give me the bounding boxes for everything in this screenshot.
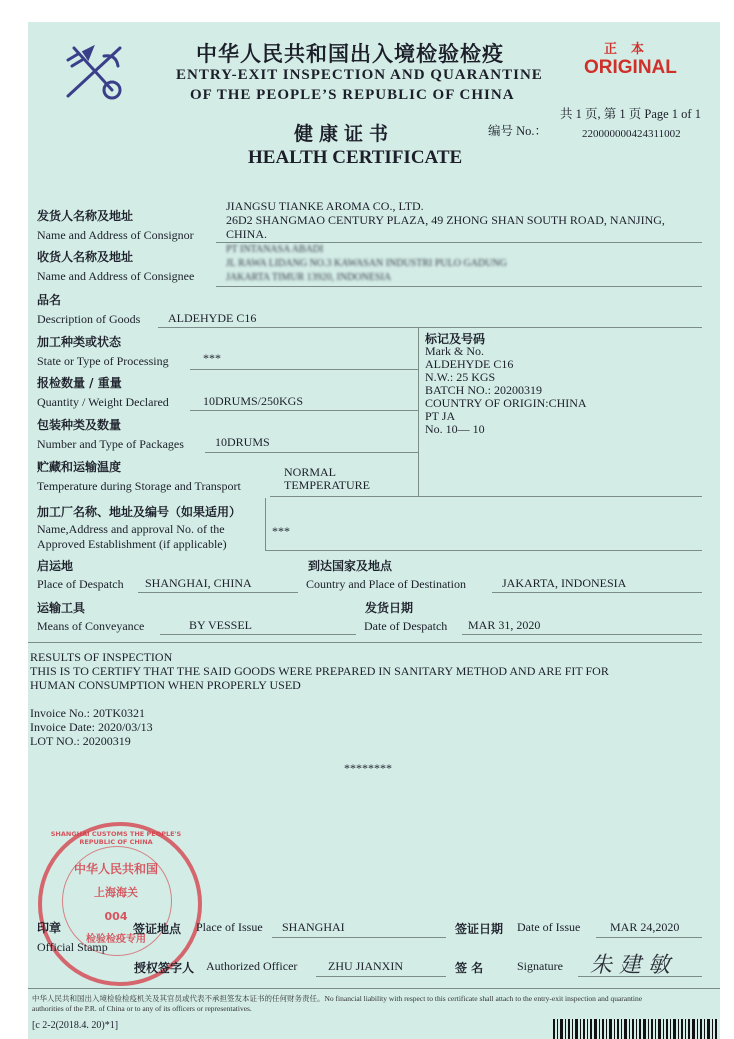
packages-value: 10DRUMS (215, 435, 270, 449)
despatch-underline (138, 592, 298, 593)
results-heading: RESULTS OF INSPECTION (30, 650, 173, 664)
seal-label-en: Official Stamp (37, 940, 108, 954)
marks-line-2: N.W.: 25 KGS (425, 370, 496, 384)
date-of-issue-label-en: Date of Issue (517, 920, 581, 934)
consignor-underline (216, 242, 702, 243)
temperature-label-cn: 贮藏和运输温度 (37, 460, 122, 474)
temperature-label-en: Temperature during Storage and Transport (37, 479, 241, 493)
place-of-issue-value: SHANGHAI (282, 920, 345, 934)
destination-label-cn: 到达国家及地点 (308, 559, 393, 573)
results-line-1: THIS IS TO CERTIFY THAT THE SAID GOODS WERE PREPARED IN SANITARY METHOD AND ARE FIT FOR (30, 664, 609, 678)
processing-underline (190, 369, 418, 370)
despatch-label-cn: 启运地 (37, 559, 74, 573)
place-of-issue-label-cn: 签证地点 (133, 922, 182, 936)
marks-line-6: No. 10— 10 (425, 422, 485, 436)
date-of-issue-underline (596, 937, 702, 938)
goods-label-en: Description of Goods (37, 312, 141, 326)
authorized-officer-label-cn: 授权签字人 (134, 961, 195, 975)
consignor-line-1: JIANGSU TIANKE AROMA CO., LTD. (226, 199, 424, 213)
consignee-line-3: JAKARTA TIMUR 13920, INDONESIA (226, 272, 392, 283)
marks-line-1: ALDEHYDE C16 (425, 357, 514, 371)
authority-title-en-1: ENTRY-EXIT INSPECTION AND QUARANTINE (176, 67, 543, 83)
goods-label-cn: 品名 (37, 293, 62, 307)
invoice-date: Invoice Date: 2020/03/13 (30, 720, 153, 734)
date-of-issue-value: MAR 24,2020 (610, 920, 680, 934)
marks-line-3: BATCH NO.: 20200319 (425, 383, 543, 397)
processing-label-cn: 加工种类或状态 (37, 335, 122, 349)
marks-line-4: COUNTRY OF ORIGIN:CHINA (425, 396, 587, 410)
temperature-value-1: NORMAL (284, 465, 337, 479)
consignee-underline (216, 286, 702, 287)
temperature-underline (270, 496, 702, 497)
consignee-line-2: JL RAWA LIDANG NO.3 KAWASAN INDUSTRI PULO GADUNG (226, 258, 507, 269)
stamp-cn-top: 中华人民共和国 (73, 862, 158, 876)
consignor-label-cn: 发货人名称及地址 (37, 209, 134, 223)
despatch-value: SHANGHAI, CHINA (145, 576, 252, 590)
despatch-label-en: Place of Despatch (37, 577, 124, 591)
establishment-label-en-2: Approved Establishment (if applicable) (37, 537, 227, 551)
stamp-cn-bottom: 检验检疫专用 (86, 934, 146, 945)
conveyance-underline (160, 634, 356, 635)
lot-number: LOT NO.: 20200319 (30, 734, 131, 748)
certificate-title-en: HEALTH CERTIFICATE (248, 147, 463, 168)
destination-label-en: Country and Place of Destination (306, 577, 466, 591)
results-end-stars: ******** (344, 761, 392, 775)
marks-line-5: PT JA (425, 409, 456, 423)
results-line-2: HUMAN CONSUMPTION WHEN PROPERLY USED (30, 678, 301, 692)
packages-underline (205, 452, 418, 453)
consignor-line-3: CHINA. (226, 227, 267, 241)
authorized-officer-underline (316, 976, 446, 977)
footer-disclaimer-1: 中华人民共和国出入境检验检疫机关及其官员或代表不承担签发本证书的任何财务责任。No financial liability with respect to this certificate shall attach to the entry-exit inspection and quarantine (32, 994, 643, 1003)
establishment-underline (265, 550, 702, 551)
stamp-code: 004 (104, 910, 128, 923)
invoice-number: Invoice No.: 20TK0321 (30, 706, 145, 720)
packages-label-en: Number and Type of Packages (37, 437, 184, 451)
original-mark-en: ORIGINAL (584, 57, 677, 78)
consignee-line-1: PT INTANASA ABADI (226, 244, 324, 255)
establishment-divider (265, 498, 266, 550)
section-divider (28, 642, 702, 643)
conveyance-label-cn: 运输工具 (37, 601, 86, 615)
consignor-label-en: Name and Address of Consignor (37, 228, 194, 242)
consignor-line-2: 26D2 SHANGMAO CENTURY PLAZA, 49 ZHONG SHAN SOUTH ROAD, NANJING, (226, 213, 665, 227)
quantity-value: 10DRUMS/250KGS (203, 394, 304, 408)
destination-underline (492, 592, 702, 593)
signature-underline (578, 976, 702, 977)
place-of-issue-label-en: Place of Issue (196, 920, 263, 934)
packages-label-cn: 包装种类及数量 (37, 418, 122, 432)
certificate-title-cn: 健康证书 (294, 123, 395, 145)
processing-value: *** (203, 351, 221, 365)
consignee-label-cn: 收货人名称及地址 (37, 250, 134, 264)
authority-title-en-2: OF THE PEOPLE’S REPUBLIC OF CHINA (190, 87, 515, 103)
consignee-label-en: Name and Address of Consignee (37, 269, 195, 283)
quantity-underline (190, 410, 418, 411)
destination-value: JAKARTA, INDONESIA (502, 576, 627, 590)
form-code: [c 2-2(2018.4. 20)*1] (32, 1020, 119, 1031)
conveyance-label-en: Means of Conveyance (37, 619, 145, 633)
barcode (553, 1019, 719, 1039)
marks-label-en: Mark & No. (425, 344, 484, 358)
authority-title-cn: 中华人民共和国出入境检验检疫 (196, 42, 504, 66)
place-of-issue-underline (272, 937, 446, 938)
stamp-cn-mid: 上海海关 (94, 886, 138, 899)
date-of-issue-label-cn: 签证日期 (455, 922, 504, 936)
marks-label-cn: 标记及号码 (425, 332, 486, 346)
certificate-number-label: 编号 No.： (488, 124, 548, 138)
despatch-date-value: MAR 31, 2020 (468, 618, 541, 632)
establishment-label-en-1: Name,Address and approval No. of the (37, 522, 225, 536)
conveyance-value: BY VESSEL (189, 618, 253, 632)
authorized-officer-label-en: Authorized Officer (206, 959, 298, 973)
seal-label-cn: 印章 (37, 921, 62, 935)
stamp-outer-text: SHANGHAI CUSTOMS THE PEOPLE'S REPUBLIC OF CHINA (50, 830, 182, 846)
original-mark-cn: 正本 (604, 42, 659, 57)
despatch-date-underline (462, 634, 702, 635)
despatch-date-label-en: Date of Despatch (364, 619, 448, 633)
goods-underline (158, 327, 702, 328)
despatch-date-label-cn: 发货日期 (365, 601, 414, 615)
signature-label-cn: 签 名 (455, 961, 484, 975)
certificate-number: 220000000424311002 (582, 128, 681, 140)
authorized-officer-value: ZHU JIANXIN (328, 959, 403, 973)
quantity-label-en: Quantity / Weight Declared (37, 395, 169, 409)
page-count: 共 1 页, 第 1 页 Page 1 of 1 (560, 107, 701, 121)
signature-label-en: Signature (517, 959, 563, 973)
establishment-label-cn: 加工厂名称、地址及编号（如果适用） (37, 505, 242, 519)
temperature-value-2: TEMPERATURE (284, 478, 371, 492)
processing-label-en: State or Type of Processing (37, 354, 169, 368)
footer-divider (28, 988, 720, 989)
inspection-emblem-icon (62, 40, 128, 102)
goods-value: ALDEHYDE C16 (168, 311, 257, 325)
handwritten-signature: 朱 建 敏 (590, 953, 670, 978)
marks-divider (418, 327, 419, 497)
quantity-label-cn: 报检数量 / 重量 (37, 376, 122, 390)
establishment-value: *** (272, 524, 290, 538)
footer-disclaimer-2: authorities of the P.R. of China or to any of its officers or representatives. (32, 1004, 252, 1013)
